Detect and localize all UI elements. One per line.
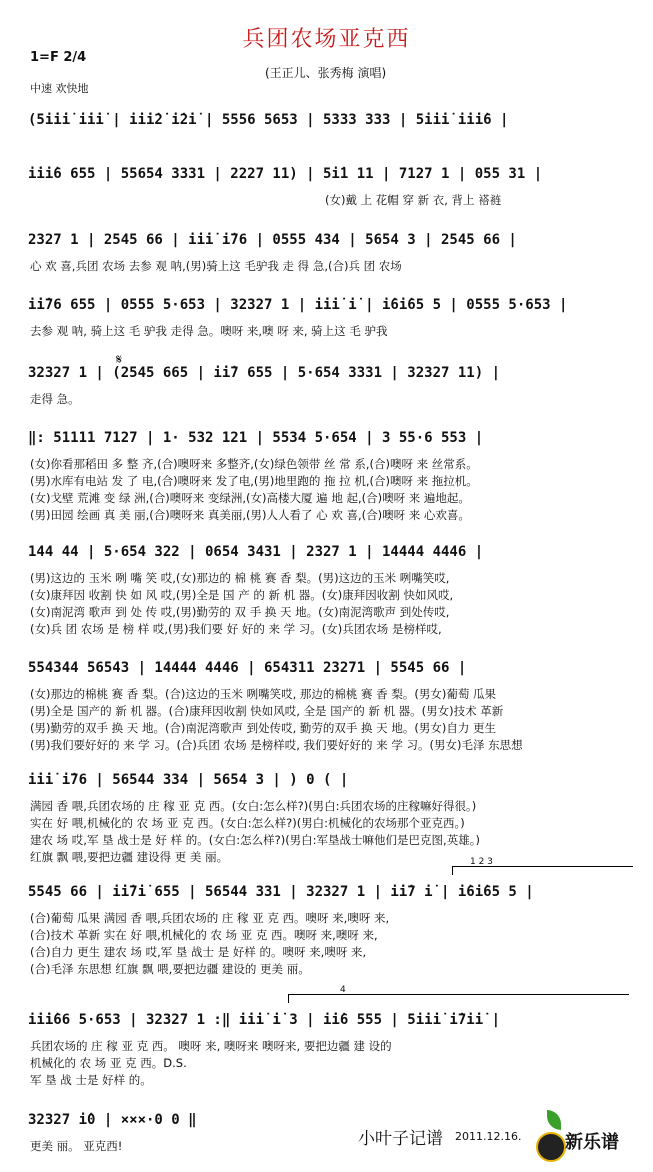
notation-row-7: 144 44 | 5·654 322 | 0654 3431 | 2327 1 | 14444 4446 | [28, 544, 484, 560]
singers-credit: (王正儿、张秀梅 演唱) [265, 66, 387, 80]
lyric-row-5-1: 走得 急。 [30, 392, 80, 406]
lyric-row-11-2: 机械化的 农 场 亚 克 西。D.S. [30, 1056, 187, 1070]
lyric-row-10-4: (合)毛泽 东思想 红旗 飘 喂,要把边疆 建设的 更美 丽。 [30, 962, 310, 976]
lyric-row-10-3: (合)自力 更生 建农 场 哎,军 垦 战士 是 好样 的。噢呀 来,噢呀 来, [30, 945, 367, 959]
lyric-row-9-1: 满园 香 喂,兵团农场的 庄 稼 亚 克 西。(女白:怎么样?)(男白:兵团农场的庄稼嘛好得很。) [30, 799, 477, 813]
lyric-row-2-1: (女)戴 上 花帽 穿 新 衣, 背上 褡裢 [325, 193, 502, 207]
lyric-row-6-2: (男)水库有电站 发 了 电,(合)噢呀来 发了电,(男)地里跑的 拖 拉 机,(合)噢呀 来 拖拉机。 [30, 474, 478, 488]
lyric-row-8-4: (男)我们要好好的 来 学 习。(合)兵团 农场 是榜样哎, 我们要好好的 来 学 习。(男女)毛泽 东思想 [30, 738, 523, 752]
key-signature: 1=F 2/4 [30, 50, 87, 65]
notation-row-8: 554344 56543 | 14444 4446 | 654311 23271 | 5545 66 | [28, 660, 467, 676]
lyric-row-9-2: 实在 好 喂,机械化的 农 场 亚 克 西。(女白:怎么样?)(男白:机械化的农场那个亚克西。) [30, 816, 465, 830]
transcriber-signature: 小叶子记谱 [358, 1129, 443, 1149]
tempo-marking: 中速 欢快地 [30, 82, 89, 95]
lyric-row-7-2: (女)康拜因 收割 快 如 风 哎,(男)全是 国 产 的 新 机 器。(女)康拜因收割 快如风哎, [30, 588, 454, 602]
volta-label-2: 4 [340, 985, 346, 995]
site-logo[interactable]: 新乐谱 [565, 1132, 619, 1153]
lyric-row-6-3: (女)戈壁 荒滩 变 绿 洲,(合)噢呀来 变绿洲,(女)高楼大厦 遍 地 起,(合)噢呀 来 遍地起。 [30, 491, 470, 505]
lyric-row-11-3: 军 垦 战 士是 好样 的。 [30, 1073, 152, 1087]
lyric-row-6-1: (女)你看那稻田 多 整 齐,(合)噢呀来 多整齐,(女)绿色领带 丝 常 系,(合)噢呀 来 丝常系。 [30, 457, 478, 471]
notation-row-12: 32327 i̇0 | ×××·0 0 ‖ [28, 1112, 197, 1128]
volta-bracket-1 [452, 866, 633, 875]
lyric-row-7-1: (男)这边的 玉米 咧 嘴 笑 哎,(女)那边的 棉 桃 赛 香 梨。(男)这边的玉米 咧嘴笑哎, [30, 571, 450, 585]
notation-row-10: 5545 66 | i̇i̇7i̇ 655 | 56544 331 | 32327 1 | i̇i̇7 i̇ | i̇6i̇65 5 | [28, 884, 534, 900]
lyric-row-9-4: 红旗 飘 喂,要把边疆 建设得 更 美 丽。 [30, 850, 229, 864]
lyric-row-7-4: (女)兵 团 农场 是 榜 样 哎,(男)我们要 好 好的 来 学 习。(女)兵团农场 是榜样哎, [30, 622, 442, 636]
lyric-row-8-1: (女)那边的棉桃 赛 香 梨。(合)这边的玉米 咧嘴笑哎, 那边的棉桃 赛 香 梨。(男女)葡萄 瓜果 [30, 687, 496, 701]
lyric-row-10-1: (合)葡萄 瓜果 满园 香 喂,兵团农场的 庄 稼 亚 克 西。噢呀 来,噢呀 来, [30, 911, 390, 925]
logo-disc-icon [536, 1132, 566, 1162]
lyric-row-4-1: 去参 观 呐, 骑上这 毛 驴我 走得 急。噢呀 来,噢 呀 来, 骑上这 毛 驴我 [30, 324, 388, 338]
lyric-row-6-4: (男)田园 绘画 真 美 丽,(合)噢呀来 真美丽,(男)人人看了 心 欢 喜,(合)噢呀 来 心欢喜。 [30, 508, 470, 522]
lyric-row-3-1: 心 欢 喜,兵团 农场 去参 观 呐,(男)骑上这 毛驴我 走 得 急,(合)兵 团 农场 [30, 259, 402, 273]
lyric-row-11-1: 兵团农场的 庄 稼 亚 克 西。 噢呀 来, 噢呀来 噢呀来, 要把边疆 建 设的 [30, 1039, 392, 1053]
lyric-row-7-3: (女)南泥湾 歌声 到 处 传 哎,(男)勤劳的 双 手 换 天 地。(女)南泥湾歌声 到处传哎, [30, 605, 450, 619]
notation-row-11: i̇i̇i̇66 5·653 | 32327 1 :‖ i̇i̇i̇ i̇ 3 | i̇i̇6 555 | 5i̇i̇i̇ i̇7i̇i̇ | [28, 1012, 501, 1028]
segno-sign: 𝄋 [116, 352, 123, 368]
logo-leaf-icon [547, 1110, 561, 1130]
notation-row-1: (5i̇i̇i̇ i̇i̇i̇ | i̇i̇i̇2̇ i̇2̇i̇ | 5556 5653 | 5333 333 | 5i̇i̇i̇ i̇i̇i̇6 | [28, 112, 509, 128]
lyric-row-12-1: 更美 丽。 亚克西! [30, 1139, 123, 1153]
notation-row-5: 32327 1 | (2545 665 | i̇i̇7 655 | 5·654 3331 | 32327 11) | [28, 365, 501, 381]
lyric-row-8-3: (男)勤劳的双手 换 天 地。(合)南泥湾歌声 到处传哎, 勤劳的双手 换 天 地。(男女)自力 更生 [30, 721, 496, 735]
notation-row-4: i̇i̇76 655 | 0555 5·653 | 32327 1 | i̇i̇i̇ i̇ | i̇6i̇65 5 | 0555 5·653 | [28, 297, 568, 313]
song-title: 兵团农场亚克西 [242, 27, 411, 52]
transcription-date: 2011.12.16. [455, 1130, 522, 1143]
lyric-row-9-3: 建农 场 哎,军 垦 战士是 好 样 的。(女白:怎么样?)(男白:军垦战士嘛他们是巴克图,英雄。) [30, 833, 480, 847]
notation-row-9: i̇i̇i̇ i̇76 | 56544 334 | 5654 3 | ) 0 ( | [28, 772, 349, 788]
volta-bracket-2 [288, 994, 629, 1003]
volta-label-1: 1 2 3 [470, 857, 493, 867]
notation-row-3: 2327 1 | 2545 66 | i̇i̇i̇ i̇76 | 0555 434 | 5654 3 | 2545 66 | [28, 232, 517, 248]
lyric-row-10-2: (合)技术 革新 实在 好 喂,机械化的 农 场 亚 克 西。噢呀 来,噢呀 来, [30, 928, 378, 942]
lyric-row-8-2: (男)全是 国产的 新 机 器。(合)康拜因收割 快如风哎, 全是 国产的 新 机 器。(男女)技术 革新 [30, 704, 504, 718]
notation-row-2: i̇i̇i̇6 655 | 55654 3331 | 2227 11) | 5i̇1 11 | 7127 1 | 055 31 | [28, 166, 543, 182]
notation-row-6: ‖: 51111 7127 | 1· 532 121 | 5534 5·654 | 3 55·6 553 | [28, 430, 484, 446]
